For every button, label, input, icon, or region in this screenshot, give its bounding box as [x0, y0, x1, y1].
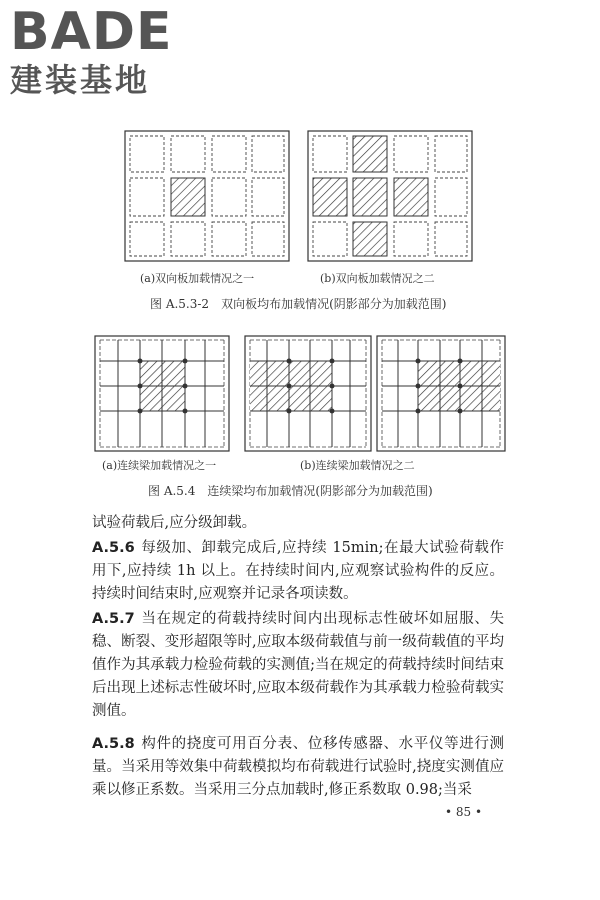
clause-text: 构件的挠度可用百分表、位移传感器、水平仪等进行测量。当采用等效集中荷载模拟均布荷载进行试验时,挠度实测值应乘以修正系数。当采用三分点加载时,修正系数取 0.98;当采 [92, 736, 504, 798]
clause-number: A.5.7 [92, 611, 135, 627]
logo-brand: BADE [10, 2, 173, 62]
clause-a-5-6 [92, 537, 504, 606]
subcaption-b: (b)双向板加载情况之二 [320, 272, 435, 285]
paragraph-text: 试验荷载后,应分级卸载。 [92, 515, 257, 531]
continuous-beam-case-2-left [245, 336, 371, 451]
subcaption-a: (a)双向板加载情况之一 [140, 272, 255, 285]
figure-title: 图 A.5.3-2 双向板均布加载情况(阴影部分为加载范围) [150, 297, 447, 311]
subcaption-b: (b)连续梁加载情况之二 [300, 459, 415, 472]
clause-text: 每级加、卸载完成后,应持续 15min;在最大试验荷载作用下,应持续 1h 以上。在持续时间内,应观察试验构件的反应。持续时间结束时,应观察并记录各项读数。 [92, 540, 504, 602]
two-way-slab-case-2 [308, 131, 472, 261]
clause-a-5-8 [92, 733, 504, 802]
continuous-beam-case-1 [95, 336, 229, 451]
clause-a-5-7 [92, 608, 504, 723]
figure-title: 图 A.5.4 连续梁均布加载情况(阴影部分为加载范围) [148, 484, 433, 498]
clause-number: A.5.8 [92, 736, 135, 752]
logo-subtitle: 建装基地 [10, 61, 151, 99]
continuous-beam-case-2-right [377, 336, 505, 451]
clause-number: A.5.6 [92, 540, 135, 556]
paragraph-continuation [92, 512, 504, 535]
clause-text: 当在规定的荷载持续时间内出现标志性破坏如屈服、失稳、断裂、变形超限等时,应取本级荷载值与前一级荷载值的平均值作为其承载力检验荷载的实测值;当在规定的荷载持续时间结束后出现上述标志性破坏时,应取本级荷载作为其承载力检验荷载实测值。 [92, 611, 504, 719]
two-way-slab-case-1 [125, 131, 289, 261]
subcaption-a: (a)连续梁加载情况之一 [102, 459, 217, 472]
page-number: • 85 • [445, 805, 483, 819]
